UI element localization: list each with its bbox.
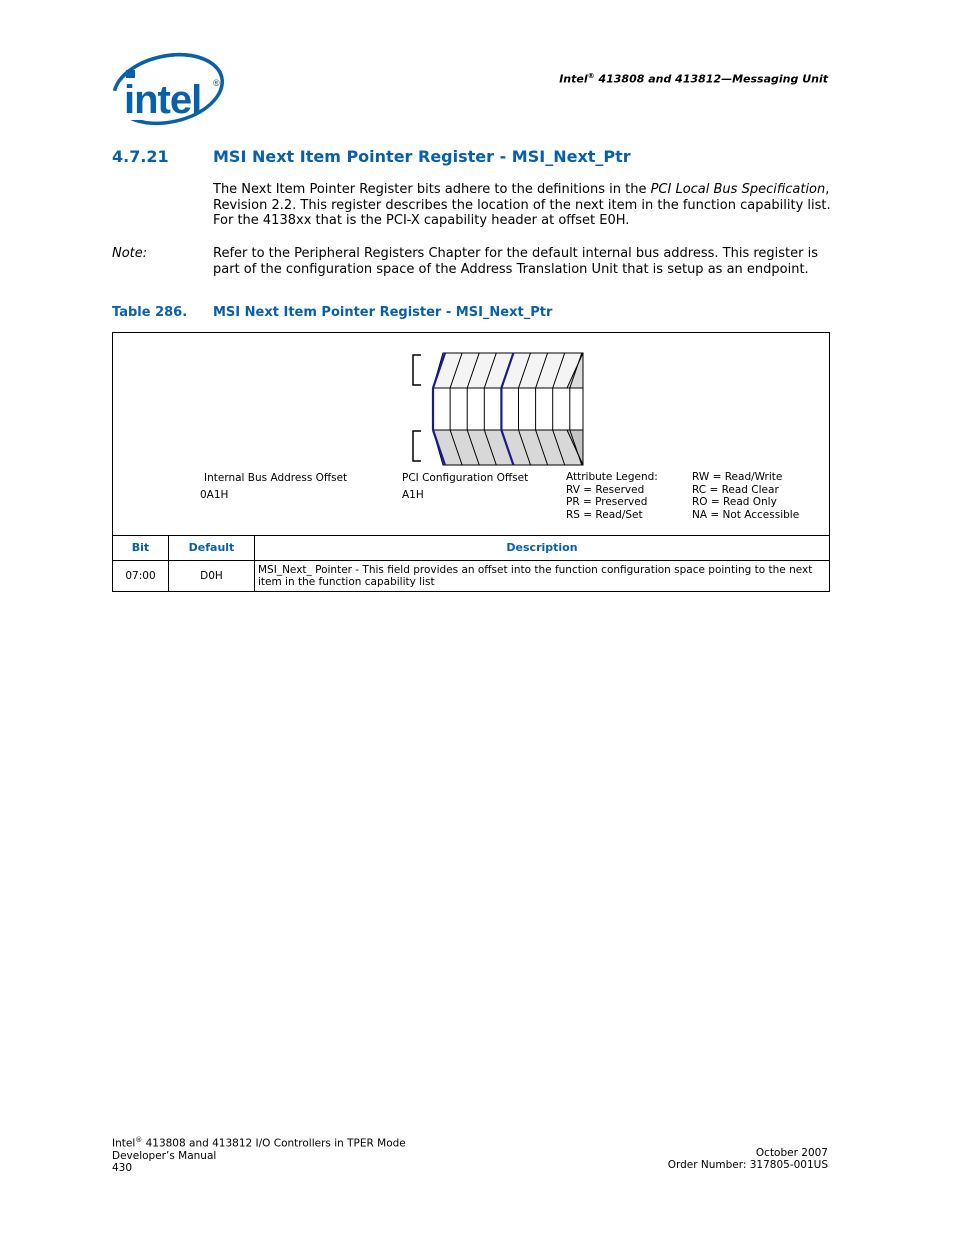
legend-title: Attribute Legend: (566, 471, 658, 483)
column-header-description: Description (506, 541, 578, 554)
table-header-bottom-rule (113, 560, 829, 561)
page-number: 430 (112, 1161, 133, 1174)
header-brand: Intel (559, 72, 588, 86)
intro-text-a: The Next Item Pointer Register bits adhere to the definitions in the (213, 182, 651, 197)
legend-item: RW = Read/Write (692, 471, 783, 483)
cell-bit: 07:00 (125, 570, 156, 582)
legend-item: NA = Not Accessible (692, 508, 800, 521)
column-header-default: Default (188, 541, 235, 554)
cell-default: D0H (200, 570, 223, 582)
header-doc-title: 413808 and 413812—Messaging Unit (598, 72, 828, 86)
intro-paragraph (213, 182, 833, 229)
section-heading (112, 147, 631, 166)
cell-description: MSI_Next_ Pointer - This field provides an offset into the function configuration space pointing to the next item in the function capability list (258, 564, 813, 588)
attribute-legend (566, 471, 658, 521)
internal-bus-value: 0A1H (200, 489, 229, 501)
footer-manual: Developer’s Manual (112, 1149, 217, 1162)
table-title: MSI Next Item Pointer Register - MSI_Next_Ptr (213, 305, 553, 320)
register-table (112, 332, 830, 592)
table-number: Table 286. (112, 305, 188, 320)
note-label: Note: (112, 246, 148, 261)
footer-date: October 2007 (755, 1147, 828, 1159)
section-number: 4.7.21 (112, 147, 169, 166)
footer-right (668, 1147, 828, 1171)
column-header-bit: Bit (131, 541, 150, 554)
legend-item: PR = Preserved (566, 496, 648, 509)
legend-item: RV = Reserved (566, 483, 645, 496)
intro-text-b: , Revision 2.2. This register describes the location of the next item in the function capability list. For the 4138xx that is the PCI-X capability header at offset E0H. (213, 182, 831, 229)
footer-brand: Intel (112, 1137, 136, 1150)
legend-item: RS = Read/Set (566, 508, 643, 521)
header-registered-mark: ® (587, 72, 595, 80)
order-number: Order Number: 317805-001US (667, 1159, 828, 1171)
footer-left (112, 1134, 406, 1174)
attribute-legend-right (692, 471, 799, 521)
spec-reference: PCI Local Bus Specification (650, 182, 826, 197)
svg-text:®: ® (213, 78, 220, 88)
svg-text:intel: intel (124, 78, 202, 122)
legend-item: RO = Read Only (692, 496, 777, 509)
pci-config-label: PCI Configuration Offset (402, 472, 529, 484)
table-caption (112, 305, 552, 320)
note-text: Refer to the Peripheral Registers Chapter for the default internal bus address. This register is part of the configuration space of the Address Translation Unit that is setup as an endpoint. (213, 246, 819, 277)
pci-config-value: A1H (402, 489, 424, 501)
internal-bus-label: Internal Bus Address Offset (204, 472, 348, 484)
intel-logo (110, 50, 228, 128)
footer-registered-mark: ® (135, 1136, 143, 1144)
legend-item: RC = Read Clear (692, 483, 779, 496)
footer-doc-title: 413808 and 413812 I/O Controllers in TPER Mode (142, 1137, 406, 1150)
running-header (559, 72, 828, 86)
section-title: MSI Next Item Pointer Register - MSI_Next_Ptr (213, 147, 631, 166)
